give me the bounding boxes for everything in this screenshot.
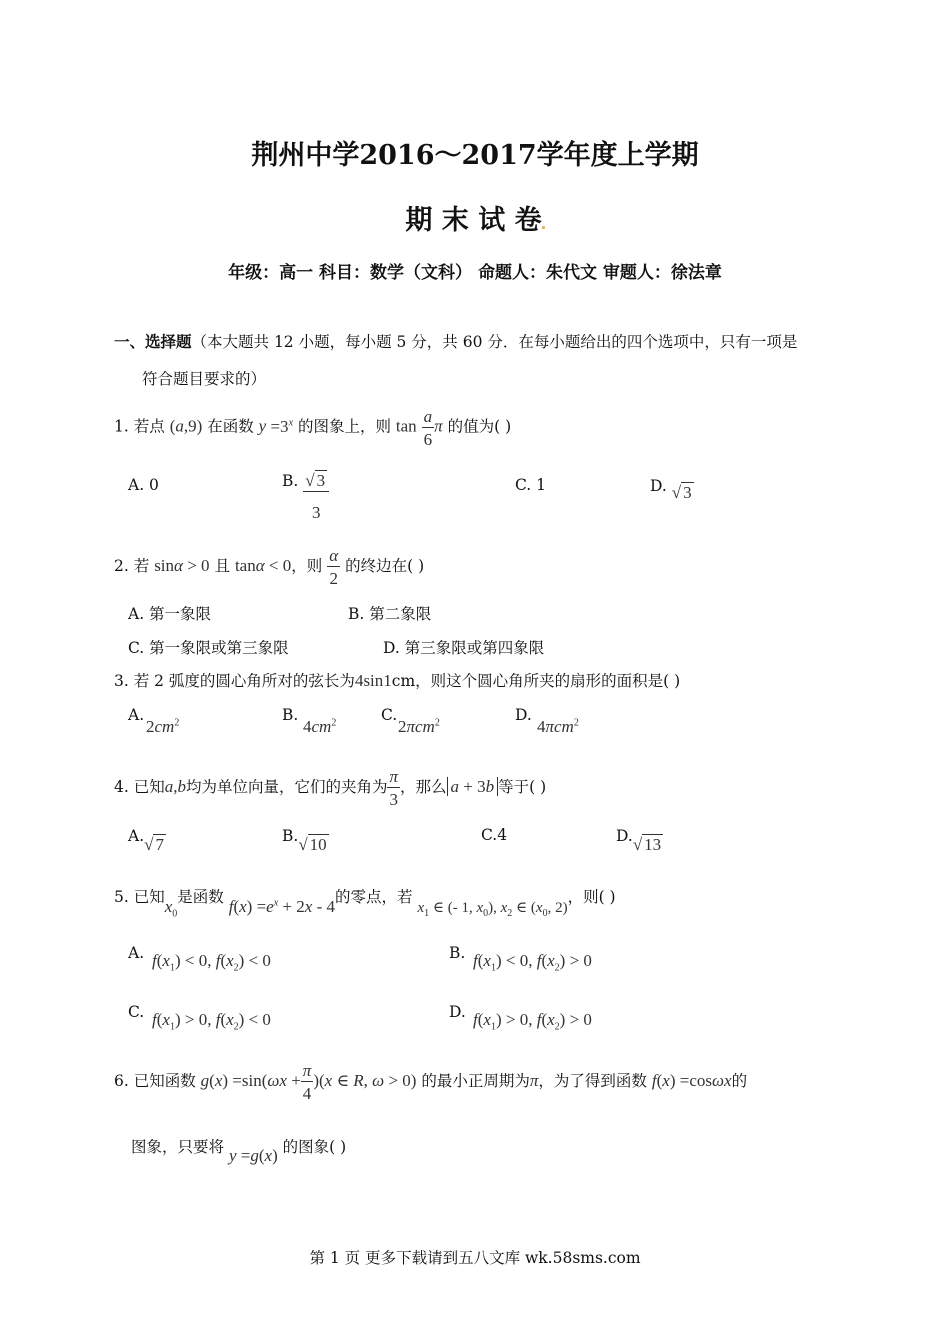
q5-text-4: ，则( ) — [567, 888, 616, 906]
q1-number: 1. — [114, 417, 129, 436]
q1-math-func: y — [258, 416, 267, 436]
q1-option-c: C. 1 — [515, 476, 547, 494]
q2-text-1: 若 — [133, 557, 150, 575]
q3-option-a-math: $2cm^2$ — [146, 717, 180, 736]
q3-option-c-label: C. — [381, 706, 398, 724]
q4-text-4: 等于( ) — [498, 778, 547, 796]
q1-option-d: D. √ 3 — [650, 477, 692, 502]
q4-text-2: 均为单位向量，它们的夹角为 — [185, 778, 388, 796]
q5-text-1: 5. 已知 — [114, 888, 165, 906]
q3-option-a — [128, 706, 144, 724]
q6-text-5: 图象，只要将 — [131, 1138, 225, 1156]
q3-option-d-label: D. — [515, 706, 532, 724]
q2-option-b: B. 第二象限 — [348, 605, 432, 623]
exam-title: 荆州中学2016～2017学年度上学期 — [251, 140, 699, 171]
exam-subtitle-text: 期 末 试 卷 — [405, 205, 542, 236]
q4-option-c: C.4 — [481, 826, 508, 844]
q6-text-4: 的 — [731, 1072, 748, 1090]
question-5: 5. 已知$x_0$是函数 $f(x) =e^x + 2x - 4$的零点，若 $x_1$ ∈ (- 1, $x_0$), $x_2$ ∈ ($x_0$, 2)，则( ) — [114, 888, 616, 920]
q5-text-2: 是函数 — [177, 888, 224, 906]
q6-text-6: 的图象( ) — [282, 1138, 347, 1156]
q6-text-3: ，为了得到函数 — [538, 1072, 647, 1090]
q3-option-b-math: $4cm^2$ — [303, 717, 337, 736]
question-4: 4. 已知a,b均为单位向量，它们的夹角为 $\frac{\pi}{3}$ ，那么 a + 3b 等于( ) — [114, 767, 547, 809]
q3-option-d — [515, 706, 532, 724]
q5-option-d: D. — [449, 1003, 466, 1021]
q5-option-b: B. — [449, 944, 466, 962]
q1-text-4: 的值为( ) — [447, 417, 512, 436]
q3-option-d-math: 4πcm$^2$ — [537, 717, 579, 736]
q3-option-a-label: A. — [128, 706, 145, 724]
q1-option-b-label: B. — [282, 472, 299, 490]
section-description: （本大题共 12 小题，每小题 5 分，共 60 分．在每小题给出的四个选项中，只有一项是 — [191, 333, 798, 351]
question-6-line-2: 图象，只要将 y =g(x) 的图象( ) — [131, 1138, 347, 1165]
q3-option-b-label: B. — [282, 706, 299, 724]
q5-option-a-math: $f(x_1) < 0$, $f(x_2) < 0$ — [152, 951, 271, 974]
q2-number: 2. — [114, 557, 129, 575]
q2-option-a: A. 第一象限 — [128, 605, 212, 623]
q1-option-d-label: D. — [650, 477, 667, 495]
q4-option-b-label: B. — [282, 827, 299, 845]
question-6: 6. 已知函数 g(x) =sin(ωx + $\frac{\pi}{4}$ )(x ∈ R, ω > 0) 的最小正周期为π，为了得到函数 f(x) =cosωx的 — [114, 1061, 748, 1103]
q2-option-c: C. 第一象限或第三象限 — [128, 639, 289, 657]
q4-option-a: A.√ 7 — [128, 827, 164, 854]
q5-option-a: A. — [128, 944, 145, 962]
q4-text-1: 4. 已知 — [114, 778, 165, 796]
q1-text-2: 在函数 — [207, 417, 254, 436]
q1-math-frac: $\frac{a}{6}$ — [423, 406, 433, 449]
q5-option-c: C. — [128, 1003, 145, 1021]
q5-option-b-math: $f(x_1) < 0$, $f(x_2) > 0$ — [473, 951, 592, 974]
section-description-2: 符合题目要求的） — [142, 370, 267, 388]
q4-option-b: B.√ 10 — [282, 827, 327, 854]
question-3: 3. 若 2 弧度的圆心角所对的弦长为4sin1cm，则这个圆心角所夹的扇形的面积是( ) — [114, 671, 681, 690]
page-footer: 第 1 页 更多下载请到五八文库 wk.58sms.com — [309, 1249, 641, 1267]
exam-subtitle — [0, 198, 950, 237]
q3-text-1: 3. 若 2 弧度的圆心角所对的弦长为 — [114, 672, 355, 690]
q3-text-2: cm，则这个圆心角所夹的扇形的面积是( ) — [391, 672, 681, 690]
q3-option-c-math: 2πcm$^2$ — [398, 717, 440, 736]
q1-option-a: A. 0 — [128, 476, 159, 494]
q3-option-c — [381, 706, 397, 724]
q1-text-3: 的图象上，则 — [297, 417, 391, 436]
decorative-dot-icon — [542, 226, 545, 229]
q2-text-2: 且 — [214, 557, 231, 575]
q6-text-1: 6. 已知函数 — [114, 1072, 196, 1090]
q2-text-4: 的终边在( ) — [345, 557, 425, 575]
section-heading: 一、选择题 — [114, 332, 192, 351]
q1-option-b: B. $\frac{√ 3}{3}$ — [282, 472, 329, 521]
q4-text-3: ，那么 — [400, 778, 447, 796]
q5-option-c-math: $f(x_1) > 0$, $f(x_2) < 0$ — [152, 1010, 271, 1033]
q2-text-3: ，则 — [291, 557, 323, 575]
q2-option-d: D. 第三象限或第四象限 — [383, 639, 545, 657]
section-heading-line — [114, 330, 797, 352]
question-2: 2. 若 sinα > 0 且 tanα < 0，则 $\frac{\alpha}{2}$ 的终边在( ) — [114, 546, 425, 588]
q4-option-d: D.√ 13 — [616, 827, 662, 854]
q5-option-d-math: $f(x_1) > 0$, $f(x_2) > 0$ — [473, 1010, 592, 1033]
q1-text-1: 若点 — [133, 417, 165, 436]
q1-math-tan: tan — [395, 416, 417, 436]
exam-info: 年级：高一 科目：数学（文科） 命题人：朱代文 审题人：徐法章 — [228, 263, 722, 283]
q4-option-a-label: A. — [128, 827, 145, 845]
q1-math-point: (a,9) — [169, 416, 203, 436]
q6-text-2: 的最小正周期为 — [421, 1072, 530, 1090]
q5-text-3: 的零点，若 — [334, 888, 413, 906]
question-1: 1. 若点 (a,9) 在函数 $y =3^x$ 的图象上，则 tan $\frac{a}{6}$ π 的值为( ) — [114, 406, 512, 449]
q3-option-b — [282, 706, 298, 724]
q4-option-d-label: D. — [616, 827, 633, 845]
